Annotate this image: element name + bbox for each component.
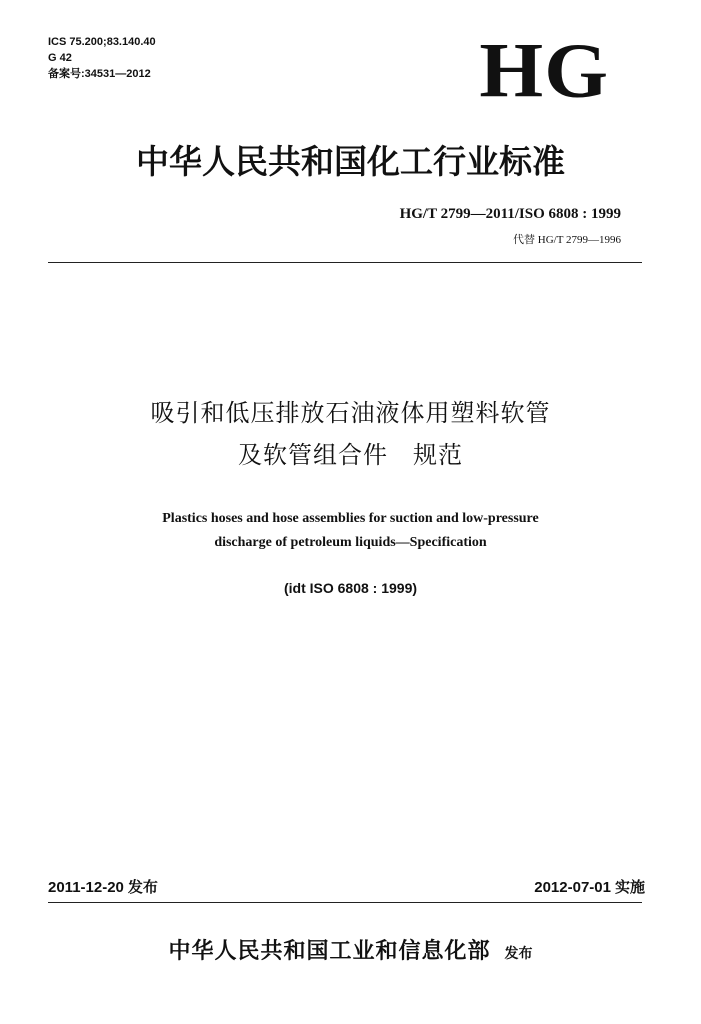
ics-code: ICS 75.200;83.140.40 xyxy=(48,36,156,48)
issue-date xyxy=(48,876,158,897)
english-title-line-2: discharge of petroleum liquids—Specification xyxy=(214,535,487,550)
filing-number: 备案号:34531—2012 xyxy=(48,68,151,80)
standard-number: HG/T 2799—2011/ISO 6808 : 1999 xyxy=(399,206,621,222)
publisher xyxy=(0,934,701,965)
bottom-divider xyxy=(48,902,642,903)
publisher-name: 中华人民共和国工业和信息化部 xyxy=(168,938,491,964)
chinese-title-line-1: 吸引和低压排放石油液体用塑料软管 xyxy=(150,399,551,427)
ccs-code: G 42 xyxy=(48,52,72,64)
publisher-suffix: 发布 xyxy=(504,946,533,962)
replaces-standard: 代替 HG/T 2799—1996 xyxy=(513,234,621,246)
english-title-line-1: Plastics hoses and hose assemblies for suction and low-pressure xyxy=(162,511,539,526)
implementation-date xyxy=(534,876,645,897)
top-divider xyxy=(48,262,642,263)
hg-logo: HG xyxy=(479,27,609,114)
issue-date-value: 2011-12-20 xyxy=(48,879,124,896)
classification-codes xyxy=(48,34,156,82)
issue-label: 发布 xyxy=(127,879,158,896)
chinese-title-line-2: 及软管组合件 规范 xyxy=(238,441,463,469)
implementation-date-value: 2012-07-01 xyxy=(534,879,611,896)
standard-category-title: 中华人民共和国化工行业标准 xyxy=(136,142,565,181)
implementation-label: 实施 xyxy=(614,879,645,896)
iso-equivalence: (idt ISO 6808 : 1999) xyxy=(283,580,418,596)
